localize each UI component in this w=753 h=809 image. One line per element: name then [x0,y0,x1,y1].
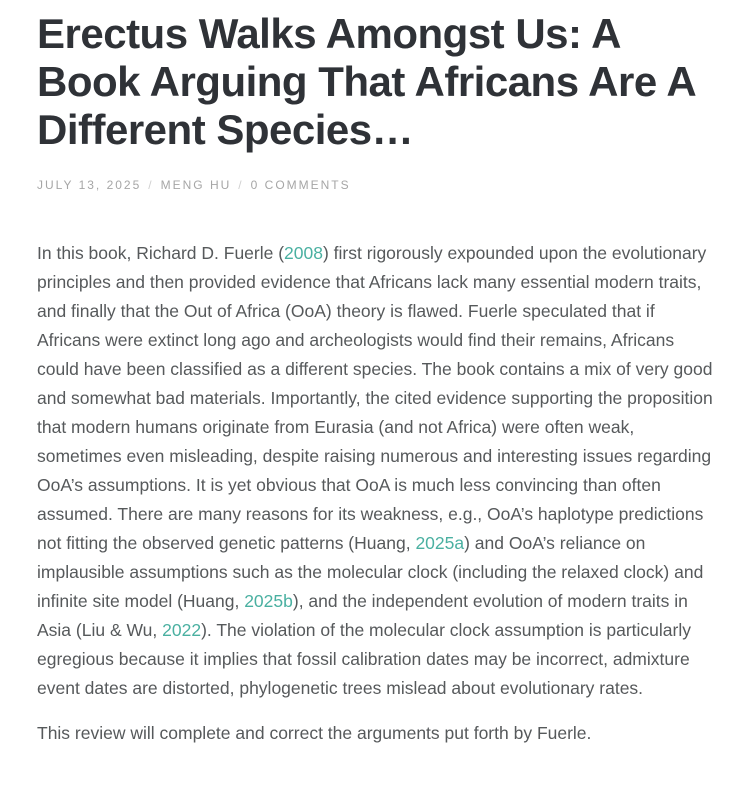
text-run: ). The violation of the molecular clock assumption is particularly egregious because it implies that fossil calibration dates may be incorrect, admixture event dates are distorted, phylogenetic trees mislead about evolutionary rates. [37,620,691,698]
meta-separator: / [148,178,154,192]
post-date: JULY 13, 2025 [37,178,142,192]
citation-link[interactable]: 2025b [244,591,293,611]
blog-post [37,10,719,748]
text-run: ) first rigorously expounded upon the evolutionary principles and then provided evidence that Africans lack many essential modern traits, and finally that the Out of Africa (OoA) theory is flawed. Fuerle speculated that if Africans were extinct long ago and archeologists would find their remains, Africans could have been classified as a different species. The book contains a mix of very good and somewhat bad materials. Importantly, the cited evidence supporting the proposition that modern humans originate from Eurasia (and not Africa) were often weak, sometimes even misleading, despite raising numerous and interesting issues regarding OoA’s assumptions. It is yet obvious that OoA is much less convincing than often assumed. There are many reasons for its weakness, e.g., OoA’s haplotype predictions not fitting the observed genetic patterns (Huang, [37,243,713,553]
page-title: Erectus Walks Amongst Us: A Book Arguing That Africans Are A Different Species… [37,10,695,153]
meta-separator: / [238,178,244,192]
paragraph [37,719,719,748]
post-author-link[interactable]: MENG HU [160,178,232,192]
text-run: ), and the independent evolution of modern traits in Asia (Liu & Wu, [37,591,688,640]
citation-link[interactable]: 2008 [284,243,323,263]
article-body [37,239,719,748]
text-run: ) and OoA’s reliance on implausible assumptions such as the molecular clock (including the relaxed clock) and infinite site model (Huang, [37,533,704,611]
post-meta [37,176,719,194]
citation-link[interactable]: 2022 [162,620,202,640]
paragraph [37,239,719,703]
post-comments-link[interactable]: 0 COMMENTS [250,178,351,192]
citation-link[interactable]: 2025a [415,533,465,553]
text-run: This review will complete and correct the arguments put forth by Fuerle. [37,723,592,743]
text-run: In this book, Richard D. Fuerle ( [37,243,285,263]
